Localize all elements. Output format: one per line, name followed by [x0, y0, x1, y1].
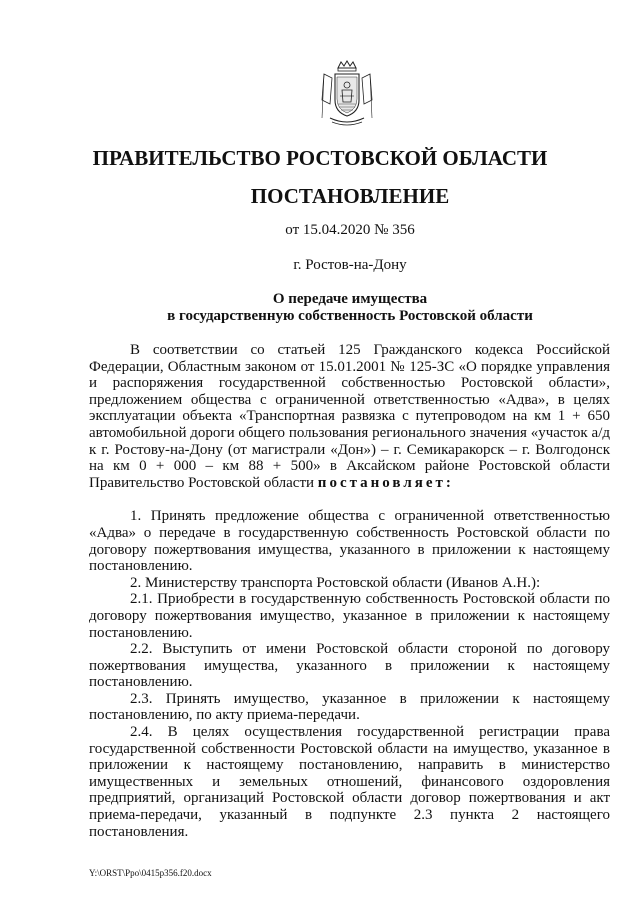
preamble-paragraph [89, 342, 610, 491]
paragraph-2: 2. Министерству транспорта Ростовской области (Иванов А.Н.): [130, 574, 541, 591]
date-and-number: от 15.04.2020 № 356 [285, 222, 415, 238]
coat-of-arms-emblem [318, 60, 376, 128]
government-title: ПРАВИТЕЛЬСТВО РОСТОВСКОЙ ОБЛАСТИ [92, 146, 548, 170]
paragraph-2-3: 2.3. Принять имущество, указанное в приложении к настоящему постановлению, по акту приема-передачи. [89, 690, 610, 724]
preamble-text: В соответствии со статьей 125 Гражданского кодекса Российской Федерации, Областным законом от 15.01.2001 № 125-ЗС «О порядке управления и распоряжения государственной собственностью Ростовской области», предложением общества с ограниченной ответственностью «Адва», в целях эксплуатации объекта «Транспортная развязка с путепроводом на км 1 + 650 автомобильной дороги общего пользования регионального значения «участок а/д к г. Ростову-на-Дону (от магистрали «Дон») – г. Семикаракорск – г. Волгодонск на км 0 + 000 – км 88 + 500» в Аксайском районе Ростовской области Правительство Ростовской области [89, 342, 610, 491]
city: г. Ростов-на-Дону [293, 257, 407, 273]
paragraph-2-2: 2.2. Выступить от имени Ростовской области стороной по договору пожертвования имущества, указанного в приложении к настоящему постановлению. [89, 641, 610, 691]
file-path-footer: Y:\ORST\Ppo\0415p356.f20.docx [89, 868, 212, 878]
subject-line-2: в государственную собственность Ростовской области [167, 308, 533, 324]
document-type: ПОСТАНОВЛЕНИЕ [250, 184, 450, 208]
resolves-word: постановляет: [317, 474, 454, 491]
paragraph-2-4: 2.4. В целях осуществления государственной регистрации права государственной собственности Ростовской области на имущество, указанное в приложении к настоящему постановлению, направить в министерство имущественных и земельных отношений, финансового оздоровления предприятий, организаций Ростовской области договор пожертвования и акт приема-передачи, указанный в подпункте 2.3 пункта 2 настоящего постановления. [89, 724, 610, 840]
paragraph-2-1: 2.1. Приобрести в государственную собственность Ростовской области по договору пожертвования имущество, указанное в приложении к настоящему постановлению. [89, 591, 610, 641]
paragraph-1: 1. Принять предложение общества с ограниченной ответственностью «Адва» о передаче в государственную собственность Ростовской области по договору пожертвования имущества, указанного в приложении к настоящему постановлению. [89, 508, 610, 575]
document-body [89, 342, 610, 840]
subject-line-1: О передаче имущества [272, 291, 428, 307]
